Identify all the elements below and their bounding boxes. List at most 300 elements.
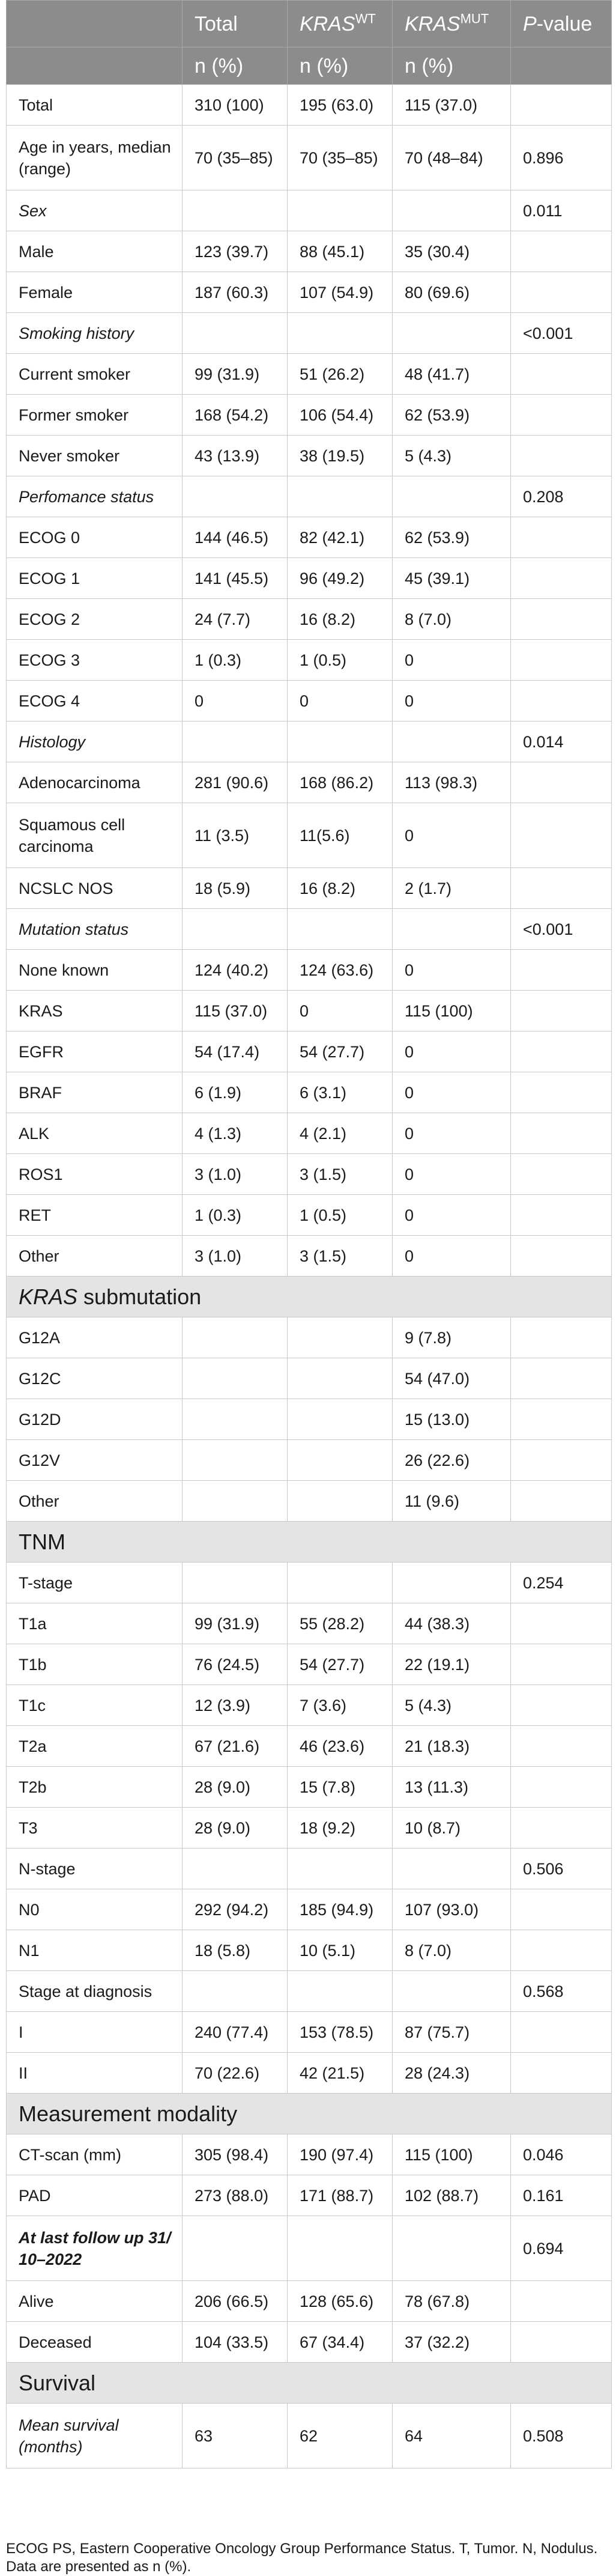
total-cell: 28 (9.0): [183, 1767, 288, 1808]
header-total: Total: [183, 1, 288, 47]
table-row: [7, 868, 612, 909]
table-row: [7, 272, 612, 313]
kras-wt-cell: 16 (8.2): [288, 868, 393, 909]
table-row: [7, 1726, 612, 1767]
table-row: [7, 517, 612, 558]
row-label: Histology: [7, 721, 183, 762]
row-label: ECOG 0: [7, 517, 183, 558]
p-value-cell: [511, 2053, 612, 2094]
kras-wt-cell: 168 (86.2): [288, 762, 393, 803]
p-value-cell: [511, 681, 612, 721]
p-value-cell: [511, 2012, 612, 2053]
characteristics-table: [6, 0, 612, 2468]
kras-wt-cell: [288, 1399, 393, 1440]
table-row: [7, 313, 612, 354]
table-row: [7, 1440, 612, 1481]
row-label: Smoking history: [7, 313, 183, 354]
total-cell: 18 (5.8): [183, 1930, 288, 1971]
header-row: [7, 1, 612, 47]
row-label: Mean survival (months): [7, 2404, 183, 2468]
kras-wt-cell: [288, 1317, 393, 1358]
kras-mut-cell: 0: [393, 1113, 511, 1154]
header-p-rest: -value: [536, 12, 593, 35]
kras-wt-cell: 3 (1.5): [288, 1154, 393, 1195]
kras-mut-cell: 15 (13.0): [393, 1399, 511, 1440]
row-label: II: [7, 2053, 183, 2094]
header-n-pct-wt: n (%): [288, 47, 393, 85]
header-n-pct-total: n (%): [183, 47, 288, 85]
total-cell: [183, 190, 288, 231]
header-kras-wt-sup: WT: [355, 11, 376, 26]
total-cell: 273 (88.0): [183, 2175, 288, 2216]
table-row: [7, 1031, 612, 1072]
kras-wt-cell: 15 (7.8): [288, 1767, 393, 1808]
section-title-tnm: TNM: [7, 1522, 612, 1563]
row-label: ROS1: [7, 1154, 183, 1195]
kras-mut-cell: 45 (39.1): [393, 558, 511, 599]
p-value-cell: 0.508: [511, 2404, 612, 2468]
header-sub-blank: [7, 47, 183, 85]
p-value-cell: [511, 1808, 612, 1848]
table-row: [7, 599, 612, 640]
table-row: [7, 2175, 612, 2216]
total-cell: 1 (0.3): [183, 640, 288, 681]
table-row: [7, 681, 612, 721]
p-value-cell: 0.694: [511, 2216, 612, 2281]
table-row: [7, 2281, 612, 2322]
p-value-cell: [511, 1685, 612, 1726]
table-row: [7, 2134, 612, 2175]
p-value-cell: 0.046: [511, 2134, 612, 2175]
kras-wt-cell: 6 (3.1): [288, 1072, 393, 1113]
total-cell: [183, 476, 288, 517]
kras-wt-cell: 10 (5.1): [288, 1930, 393, 1971]
section-row-tnm: [7, 1522, 612, 1563]
p-value-cell: [511, 1726, 612, 1767]
kras-mut-cell: 5 (4.3): [393, 436, 511, 476]
kras-mut-cell: 87 (75.7): [393, 2012, 511, 2053]
header-n-pct-mut: n (%): [393, 47, 511, 85]
kras-mut-cell: 10 (8.7): [393, 1808, 511, 1848]
total-cell: 305 (98.4): [183, 2134, 288, 2175]
p-value-cell: [511, 272, 612, 313]
p-value-cell: 0.014: [511, 721, 612, 762]
p-value-cell: [511, 354, 612, 395]
kras-wt-cell: 7 (3.6): [288, 1685, 393, 1726]
kras-wt-cell: 3 (1.5): [288, 1236, 393, 1277]
table-row: [7, 1971, 612, 2012]
row-label: Male: [7, 231, 183, 272]
table-row: [7, 1848, 612, 1889]
kras-wt-cell: [288, 1563, 393, 1603]
total-cell: [183, 313, 288, 354]
table-row: [7, 1685, 612, 1726]
kras-wt-cell: 16 (8.2): [288, 599, 393, 640]
kras-mut-cell: 0: [393, 1236, 511, 1277]
kras-wt-cell: 54 (27.7): [288, 1031, 393, 1072]
table-row: [7, 2012, 612, 2053]
table-row: [7, 640, 612, 681]
kras-wt-cell: 107 (54.9): [288, 272, 393, 313]
p-value-cell: [511, 436, 612, 476]
total-cell: 99 (31.9): [183, 1603, 288, 1644]
p-value-cell: [511, 1317, 612, 1358]
table-row: [7, 950, 612, 991]
kras-mut-cell: 0: [393, 803, 511, 868]
section-title-kras-submutation: [7, 1277, 612, 1317]
table-row: [7, 1236, 612, 1277]
row-label: Female: [7, 272, 183, 313]
row-label: G12C: [7, 1358, 183, 1399]
kras-mut-cell: 115 (100): [393, 991, 511, 1031]
p-value-cell: 0.161: [511, 2175, 612, 2216]
kras-wt-cell: 153 (78.5): [288, 2012, 393, 2053]
kras-wt-cell: 190 (97.4): [288, 2134, 393, 2175]
kras-mut-cell: [393, 1848, 511, 1889]
kras-mut-cell: 9 (7.8): [393, 1317, 511, 1358]
total-cell: [183, 1399, 288, 1440]
row-label: PAD: [7, 2175, 183, 2216]
kras-mut-cell: [393, 721, 511, 762]
total-cell: 206 (66.5): [183, 2281, 288, 2322]
kras-wt-cell: 0: [288, 991, 393, 1031]
kras-wt-cell: 11(5.6): [288, 803, 393, 868]
table-row: [7, 2053, 612, 2094]
table-row: [7, 395, 612, 436]
table-footnote: ECOG PS, Eastern Cooperative Oncology Group Performance Status. T, Tumor. N, Nodulus. Data are presented as n (%).: [6, 2541, 598, 2575]
row-label: N0: [7, 1889, 183, 1930]
row-label: KRAS: [7, 991, 183, 1031]
p-value-cell: [511, 1481, 612, 1522]
kras-mut-cell: 48 (41.7): [393, 354, 511, 395]
row-label: CT-scan (mm): [7, 2134, 183, 2175]
p-value-cell: [511, 1031, 612, 1072]
table-header: [7, 1, 612, 85]
row-label: Adenocarcinoma: [7, 762, 183, 803]
kras-mut-cell: 0: [393, 950, 511, 991]
row-label: None known: [7, 950, 183, 991]
p-value-cell: [511, 1399, 612, 1440]
total-cell: 115 (37.0): [183, 991, 288, 1031]
row-label: G12V: [7, 1440, 183, 1481]
table-row: [7, 762, 612, 803]
header-kras-wt: [288, 1, 393, 47]
header-kras-mut: [393, 1, 511, 47]
kras-wt-cell: 4 (2.1): [288, 1113, 393, 1154]
row-label: N1: [7, 1930, 183, 1971]
kras-wt-cell: 18 (9.2): [288, 1808, 393, 1848]
kras-wt-cell: [288, 1440, 393, 1481]
table-row: [7, 1154, 612, 1195]
p-value-cell: [511, 762, 612, 803]
row-label: T1a: [7, 1603, 183, 1644]
kras-mut-cell: 102 (88.7): [393, 2175, 511, 2216]
kras-mut-cell: 62 (53.9): [393, 395, 511, 436]
total-cell: [183, 721, 288, 762]
total-cell: 292 (94.2): [183, 1889, 288, 1930]
kras-wt-cell: [288, 909, 393, 950]
row-label: Squamous cell carcinoma: [7, 803, 183, 868]
total-cell: 63: [183, 2404, 288, 2468]
row-label: Stage at diagnosis: [7, 1971, 183, 2012]
kras-wt-cell: [288, 1358, 393, 1399]
kras-wt-cell: 128 (65.6): [288, 2281, 393, 2322]
kras-wt-cell: 67 (34.4): [288, 2322, 393, 2363]
header-p-italic: P: [523, 12, 537, 35]
row-label: ECOG 4: [7, 681, 183, 721]
row-label: Sex: [7, 190, 183, 231]
kras-mut-cell: [393, 313, 511, 354]
section-title-survival: Survival: [7, 2363, 612, 2404]
total-cell: [183, 909, 288, 950]
row-label: N-stage: [7, 1848, 183, 1889]
kras-mut-cell: 0: [393, 640, 511, 681]
p-value-cell: [511, 395, 612, 436]
kras-mut-cell: 37 (32.2): [393, 2322, 511, 2363]
row-label: Total: [7, 85, 183, 126]
p-value-cell: [511, 1930, 612, 1971]
section-title-measurement: Measurement modality: [7, 2094, 612, 2134]
kras-wt-cell: [288, 313, 393, 354]
kras-mut-cell: [393, 909, 511, 950]
row-label: Perfomance status: [7, 476, 183, 517]
p-value-cell: 0.208: [511, 476, 612, 517]
table-row: [7, 1889, 612, 1930]
row-label: G12D: [7, 1399, 183, 1440]
p-value-cell: [511, 868, 612, 909]
kras-mut-cell: 8 (7.0): [393, 599, 511, 640]
kras-mut-cell: 22 (19.1): [393, 1644, 511, 1685]
table-row: [7, 126, 612, 190]
kras-mut-cell: 44 (38.3): [393, 1603, 511, 1644]
kras-mut-cell: 0: [393, 681, 511, 721]
total-cell: 28 (9.0): [183, 1808, 288, 1848]
row-label: G12A: [7, 1317, 183, 1358]
row-label: Current smoker: [7, 354, 183, 395]
kras-wt-cell: [288, 1971, 393, 2012]
kras-wt-cell: 70 (35–85): [288, 126, 393, 190]
total-cell: 67 (21.6): [183, 1726, 288, 1767]
kras-mut-cell: [393, 190, 511, 231]
p-value-cell: [511, 1644, 612, 1685]
kras-mut-cell: [393, 2216, 511, 2281]
total-cell: 11 (3.5): [183, 803, 288, 868]
kras-wt-cell: 1 (0.5): [288, 640, 393, 681]
kras-mut-cell: 78 (67.8): [393, 2281, 511, 2322]
header-kras-mut-sup: MUT: [460, 11, 489, 26]
row-label: Age in years, median (range): [7, 126, 183, 190]
total-cell: 18 (5.9): [183, 868, 288, 909]
total-cell: [183, 1848, 288, 1889]
kras-mut-cell: 0: [393, 1154, 511, 1195]
p-value-cell: [511, 85, 612, 126]
section-kras-rest: submutation: [77, 1284, 202, 1309]
kras-wt-cell: 54 (27.7): [288, 1644, 393, 1685]
kras-mut-cell: 62 (53.9): [393, 517, 511, 558]
section-kras-italic: KRAS: [19, 1284, 78, 1309]
kras-mut-cell: 113 (98.3): [393, 762, 511, 803]
row-label: ECOG 2: [7, 599, 183, 640]
row-label: T3: [7, 1808, 183, 1848]
total-cell: 1 (0.3): [183, 1195, 288, 1236]
kras-mut-cell: 2 (1.7): [393, 868, 511, 909]
table-row: [7, 1481, 612, 1522]
total-cell: [183, 1481, 288, 1522]
kras-mut-cell: 21 (18.3): [393, 1726, 511, 1767]
row-label: T1b: [7, 1644, 183, 1685]
p-value-cell: 0.568: [511, 1971, 612, 2012]
row-label: Never smoker: [7, 436, 183, 476]
kras-wt-cell: [288, 190, 393, 231]
table-row: [7, 991, 612, 1031]
kras-mut-cell: [393, 1563, 511, 1603]
p-value-cell: <0.001: [511, 313, 612, 354]
p-value-cell: 0.011: [511, 190, 612, 231]
p-value-cell: [511, 2281, 612, 2322]
total-cell: [183, 1358, 288, 1399]
kras-mut-cell: 80 (69.6): [393, 272, 511, 313]
p-value-cell: [511, 1358, 612, 1399]
total-cell: 104 (33.5): [183, 2322, 288, 2363]
total-cell: [183, 1971, 288, 2012]
total-cell: 12 (3.9): [183, 1685, 288, 1726]
kras-wt-cell: 106 (54.4): [288, 395, 393, 436]
kras-mut-cell: 70 (48–84): [393, 126, 511, 190]
p-value-cell: [511, 1195, 612, 1236]
kras-mut-cell: 115 (100): [393, 2134, 511, 2175]
kras-wt-cell: 185 (94.9): [288, 1889, 393, 1930]
kras-wt-cell: [288, 1848, 393, 1889]
p-value-cell: [511, 517, 612, 558]
row-label: BRAF: [7, 1072, 183, 1113]
kras-wt-cell: 82 (42.1): [288, 517, 393, 558]
p-value-cell: 0.254: [511, 1563, 612, 1603]
section-row-kras-submutation: [7, 1277, 612, 1317]
kras-mut-cell: 8 (7.0): [393, 1930, 511, 1971]
kras-wt-cell: 96 (49.2): [288, 558, 393, 599]
table-row: [7, 190, 612, 231]
total-cell: 168 (54.2): [183, 395, 288, 436]
kras-wt-cell: 51 (26.2): [288, 354, 393, 395]
row-label: Mutation status: [7, 909, 183, 950]
kras-mut-cell: 54 (47.0): [393, 1358, 511, 1399]
kras-wt-cell: 0: [288, 681, 393, 721]
kras-wt-cell: 55 (28.2): [288, 1603, 393, 1644]
table-row: [7, 1399, 612, 1440]
kras-mut-cell: 0: [393, 1072, 511, 1113]
table-row: [7, 909, 612, 950]
total-cell: 310 (100): [183, 85, 288, 126]
row-label: Deceased: [7, 2322, 183, 2363]
p-value-cell: [511, 950, 612, 991]
kras-mut-cell: 64: [393, 2404, 511, 2468]
table-row: [7, 354, 612, 395]
kras-mut-cell: 0: [393, 1031, 511, 1072]
p-value-cell: [511, 1154, 612, 1195]
total-cell: [183, 1440, 288, 1481]
p-value-cell: 0.506: [511, 1848, 612, 1889]
p-value-cell: [511, 640, 612, 681]
table-row: [7, 1113, 612, 1154]
total-cell: 24 (7.7): [183, 599, 288, 640]
total-cell: 43 (13.9): [183, 436, 288, 476]
table-row: [7, 1072, 612, 1113]
table-row: [7, 436, 612, 476]
table-row: [7, 476, 612, 517]
total-cell: 281 (90.6): [183, 762, 288, 803]
header-p-value: [511, 1, 612, 47]
table-row: [7, 2216, 612, 2281]
p-value-cell: [511, 231, 612, 272]
row-label: Former smoker: [7, 395, 183, 436]
table-row: [7, 1767, 612, 1808]
total-cell: 144 (46.5): [183, 517, 288, 558]
row-label: Other: [7, 1236, 183, 1277]
table-row: [7, 85, 612, 126]
kras-mut-cell: 11 (9.6): [393, 1481, 511, 1522]
row-label: Other: [7, 1481, 183, 1522]
p-value-cell: [511, 599, 612, 640]
p-value-cell: [511, 1889, 612, 1930]
total-cell: 3 (1.0): [183, 1236, 288, 1277]
row-label: At last follow up 31/ 10–2022: [7, 2216, 183, 2281]
row-label: ECOG 3: [7, 640, 183, 681]
row-label: EGFR: [7, 1031, 183, 1072]
table-row: [7, 803, 612, 868]
kras-wt-cell: 195 (63.0): [288, 85, 393, 126]
total-cell: 99 (31.9): [183, 354, 288, 395]
kras-mut-cell: 13 (11.3): [393, 1767, 511, 1808]
header-kras-mut-base: KRAS: [405, 12, 460, 35]
table-row: [7, 1808, 612, 1848]
table-row: [7, 1358, 612, 1399]
total-cell: 4 (1.3): [183, 1113, 288, 1154]
kras-wt-cell: 1 (0.5): [288, 1195, 393, 1236]
total-cell: 141 (45.5): [183, 558, 288, 599]
row-label: ECOG 1: [7, 558, 183, 599]
p-value-cell: [511, 1236, 612, 1277]
total-cell: 54 (17.4): [183, 1031, 288, 1072]
p-value-cell: [511, 1113, 612, 1154]
p-value-cell: [511, 1767, 612, 1808]
row-label: ALK: [7, 1113, 183, 1154]
kras-wt-cell: 46 (23.6): [288, 1726, 393, 1767]
total-cell: [183, 1317, 288, 1358]
total-cell: 70 (35–85): [183, 126, 288, 190]
p-value-cell: [511, 1072, 612, 1113]
p-value-cell: [511, 1603, 612, 1644]
header-sub-p-blank: [511, 47, 612, 85]
row-label: Alive: [7, 2281, 183, 2322]
kras-wt-cell: 171 (88.7): [288, 2175, 393, 2216]
total-cell: 0: [183, 681, 288, 721]
kras-mut-cell: 115 (37.0): [393, 85, 511, 126]
p-value-cell: [511, 1440, 612, 1481]
table-row: [7, 1195, 612, 1236]
section-row-survival: [7, 2363, 612, 2404]
p-value-cell: [511, 558, 612, 599]
row-label: T2a: [7, 1726, 183, 1767]
total-cell: 6 (1.9): [183, 1072, 288, 1113]
total-cell: 187 (60.3): [183, 272, 288, 313]
table-row: [7, 1644, 612, 1685]
total-cell: 3 (1.0): [183, 1154, 288, 1195]
kras-mut-cell: 26 (22.6): [393, 1440, 511, 1481]
kras-wt-cell: 42 (21.5): [288, 2053, 393, 2094]
kras-mut-cell: [393, 476, 511, 517]
kras-wt-cell: [288, 476, 393, 517]
kras-wt-cell: 124 (63.6): [288, 950, 393, 991]
